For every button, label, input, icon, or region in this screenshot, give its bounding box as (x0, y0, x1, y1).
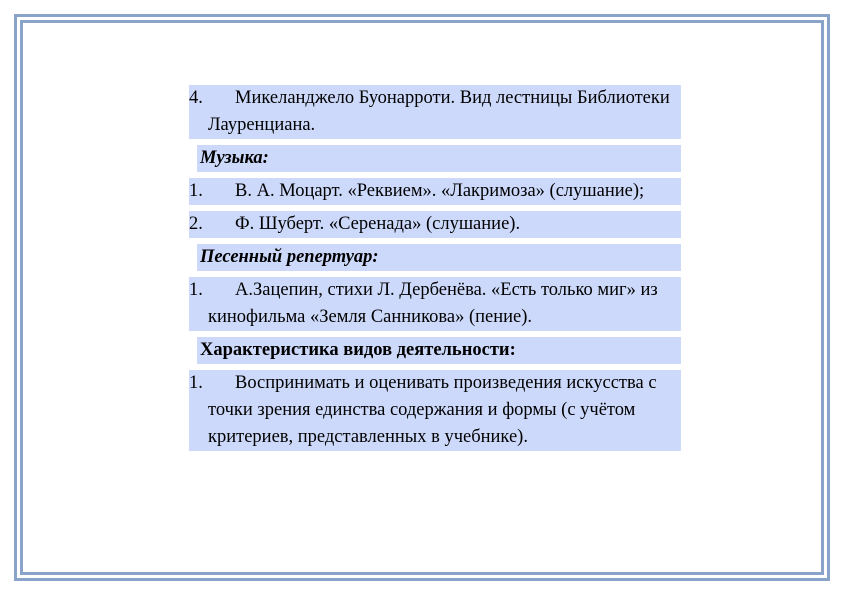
section-heading-activities: Характеристика видов деятельности: (197, 337, 681, 364)
list-item (189, 178, 681, 205)
list-item-text: Воспринимать и оценивать произведения искусства с точки зрения единства содержания и формы (с учётом критериев, представленных в учебнике). (208, 373, 657, 447)
list-item-number: 1. (189, 280, 203, 300)
list-item-text: В. А. Моцарт. «Реквием». «Лакримоза» (слушание); (235, 181, 645, 201)
list-item-text: Ф. Шуберт. «Серенада» (слушание). (235, 214, 521, 234)
list-item-number: 2. (189, 214, 203, 234)
section-heading-songs: Песенный репертуар: (197, 244, 681, 271)
list-item (189, 211, 681, 238)
list-item-text: Микеланджело Буонарроти. Вид лестницы Библиотеки Лауренциана. (208, 88, 670, 135)
list-item (189, 85, 681, 139)
list-item-text: А.Зацепин, стихи Л. Дербенёва. «Есть только миг» из кинофильма «Земля Санникова» (пение). (208, 280, 658, 327)
list-item-number: 4. (189, 88, 203, 108)
list-item (189, 277, 681, 331)
list-item-number: 1. (189, 373, 203, 393)
list-item (189, 370, 681, 451)
content-block (189, 85, 681, 451)
section-heading-music: Музыка: (197, 145, 681, 172)
list-item-number: 1. (189, 181, 203, 201)
